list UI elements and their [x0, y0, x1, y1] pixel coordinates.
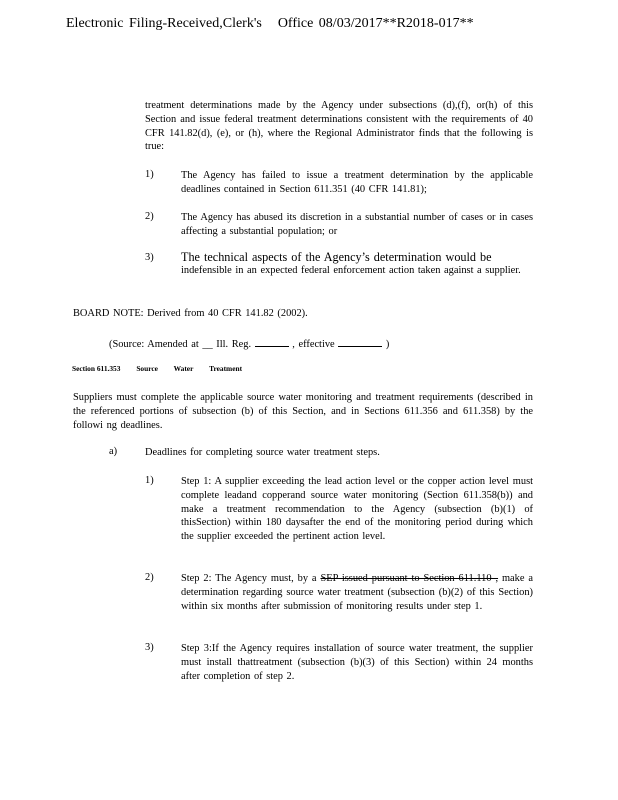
- condition-2-number: 2): [145, 211, 154, 222]
- step-2-number: 2): [145, 572, 154, 583]
- source-note: [109, 336, 529, 352]
- intro-paragraph: treatment determinations made by the Agency under subsections (d),(f), or(h) of this Section and issue federal treatment determinations consistent with the requirements of 40 CFR 141.82(d), (e), or (h), where the Regional Administrator finds that the following is true:: [145, 100, 533, 153]
- filing-header-left: Electronic Filing-Received,Clerk's: [66, 16, 262, 31]
- section-title-word-3: Treatment: [209, 364, 243, 373]
- filing-header-right: Office 08/03/2017**R2018-017**: [277, 16, 474, 31]
- board-note: BOARD NOTE: Derived from 40 CFR 141.82 (2002).: [73, 308, 308, 319]
- step-2-text-before: Step 2: The Agency must, by a: [181, 573, 317, 584]
- source-suffix: ): [385, 339, 390, 350]
- step-2-text: [181, 572, 533, 613]
- section-title-word-2: Water: [173, 364, 194, 373]
- condition-3-rest: indefensible in an expected federal enforcement action taken against a supplier.: [181, 265, 521, 276]
- condition-1-text: The Agency has failed to issue a treatment determination by the applicable deadlines contained in Section 611.351 (40 CFR 141.81);: [181, 170, 533, 195]
- step-2-text-after: make a determination regarding source water treatment (subsection (b)(2) of this Section) within six months after submission of monitoring results under step 1.: [181, 573, 533, 612]
- source-middle: , effective: [292, 339, 335, 350]
- step-3-number: 3): [145, 642, 154, 653]
- register-blank: [255, 336, 289, 347]
- source-prefix: (Source: Amended at __ Ill. Reg.: [109, 339, 252, 350]
- step-3-text: Step 3:If the Agency requires installation of source water treatment, the supplier must install thattreatment (subsection (b)(3) of this Section) within 24 months after completion of step 2.: [181, 643, 533, 682]
- step-2-struck-text: SEP issued pursuant to Section 611.110 ,: [320, 573, 499, 584]
- condition-3-large-line: The technical aspects of the Agency’s determination would be: [181, 250, 492, 264]
- subsection-a-title: Deadlines for completing source water treatment steps.: [145, 447, 380, 458]
- condition-1-number: 1): [145, 169, 154, 180]
- condition-2-text: The Agency has abused its discretion in a substantial number of cases or in cases affecting a substantial population; or: [181, 212, 533, 237]
- condition-3-text: [181, 250, 533, 278]
- effective-date-blank: [338, 336, 382, 347]
- filing-header: [66, 16, 474, 32]
- section-title-word-1: Source: [136, 364, 158, 373]
- step-1-text: Step 1: A supplier exceeding the lead action level or the copper action level must complete leadand copperand source water monitoring (Section 611.358(b)) and make a treatment recommendation to the Agency (subsection (b)(1) of thisSection) within 180 daysafter the end of the monitoring period during which the supplier exceeded the pertinent action level.: [181, 476, 533, 543]
- section-title: [72, 364, 256, 373]
- condition-3-number: 3): [145, 252, 154, 263]
- step-1-number: 1): [145, 475, 154, 486]
- requirements-paragraph: Suppliers must complete the applicable source water monitoring and treatment requirements (described in the referenced portions of subsection (b) of this Section, and in Sections 611.356 and 611.358) by the followi ng deadlines.: [73, 392, 533, 431]
- subsection-a-label: a): [109, 446, 118, 457]
- section-number: Section 611.353: [72, 364, 121, 373]
